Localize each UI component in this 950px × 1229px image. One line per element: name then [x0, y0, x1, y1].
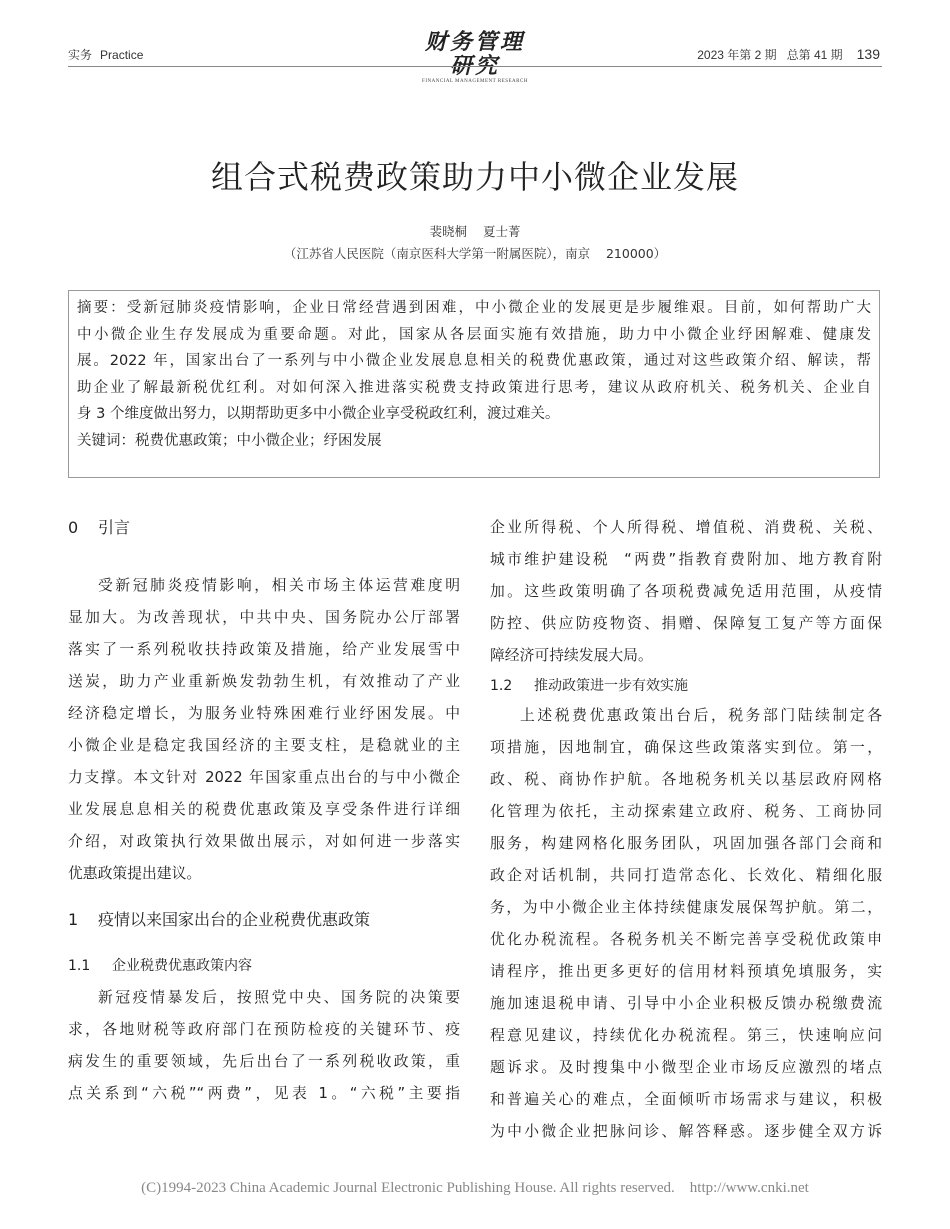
section-heading-1 — [68, 904, 460, 936]
heading-text: 推动政策进一步有效实施 — [534, 678, 688, 694]
subsection-heading-1-1 — [68, 950, 460, 982]
body-line: 介绍，对政策执行效果做出展示，对如何进一步落实 — [68, 833, 460, 850]
body-line: 化管理为依托，主动探索建立政府、税务、工商协同 — [490, 803, 882, 820]
body-line: 落实了一系列税收扶持政策及措施，给产业发展雪中 — [68, 641, 460, 658]
left-column — [68, 512, 460, 1110]
issue-info: 2023 年第 2 期 总第 41 期 — [697, 48, 843, 62]
body-line: 政企对话机制，共同打造常态化、长效化、精细化服 — [490, 867, 882, 884]
keywords: 关键词：税费优惠政策；中小微企业；纾困发展 — [77, 432, 382, 449]
paper-title: 组合式税费政策助力中小微企业发展 — [210, 158, 739, 196]
body-line: 请程序，推出更多更好的信用材料预填免填服务，实 — [490, 963, 882, 980]
body-line: 障经济可持续发展大局。 — [490, 647, 653, 664]
heading-text: 疫情以来国家出台的企业税费优惠政策 — [98, 910, 371, 929]
header-rule — [68, 66, 882, 67]
body-line: 显加大。为改善现状，中共中央、国务院办公厅部署 — [68, 609, 460, 626]
body-line: 病发生的重要领域，先后出台了一系列税收政策，重 — [68, 1053, 460, 1070]
body-line: 点关系到“六税”“两费”，见表 1。“六税”主要指 — [68, 1085, 460, 1102]
abstract-line: 摘要：受新冠肺炎疫情影响，企业日常经营遇到困难，中小微企业的发展更是步履维艰。目前，如何帮助广大 — [77, 300, 871, 316]
journal-logo-en: FINANCIAL MANAGEMENT RESEARCH — [422, 79, 528, 84]
heading-number: 0 — [68, 518, 79, 537]
body-line: 新冠疫情暴发后，按照党中央、国务院的决策要 — [98, 989, 460, 1006]
heading-text: 企业税费优惠政策内容 — [112, 958, 252, 974]
abstract-line: 助企业了解最新税优红利。对如何深入推进落实税费支持政策进行思考，建议从政府机关、税务机关、企业自 — [77, 379, 871, 396]
body-line: 企业所得税、个人所得税、增值税、消费税、关税、 — [490, 519, 882, 536]
body-line: 为中小微企业把脉问诊、解答释惑。逐步健全双方诉 — [490, 1123, 882, 1140]
right-column — [490, 512, 882, 1148]
journal-logo — [420, 29, 530, 84]
body-line: 送炭，助力产业重新焕发勃勃生机，有效推动了产业 — [68, 673, 460, 690]
body-line: 求，各地财税等政府部门在预防检疫的关键环节、疫 — [68, 1021, 460, 1038]
heading-number: 1.2 — [490, 678, 513, 694]
abstract-line: 身 3 个维度做出努力，以期帮助更多中小微企业享受税政红利，渡过难关。 — [77, 406, 560, 422]
copyright-footer: (C)1994-2023 China Academic Journal Electronic Publishing House. All rights reserved. http://www.cnki.net — [141, 1180, 809, 1196]
body-line: 优化办税流程。各税务机关不断完善享受税优政策申 — [490, 931, 882, 948]
body-line: 题诉求。及时搜集中小微型企业市场反应激烈的堵点 — [490, 1059, 882, 1076]
body-line: 业发展息息相关的税费优惠政策及享受条件进行详细 — [68, 801, 460, 818]
running-header-section — [68, 46, 143, 63]
section-heading-intro — [68, 512, 460, 544]
body-line: 务，为中小微企业主体持续健康发展保驾护航。第二， — [490, 899, 882, 916]
body-line: 城市维护建设税 “两费”指教育费附加、地方教育附 — [490, 551, 882, 568]
abstract-line: 中小微企业生存发展成为重要命题。对此，国家从各层面实施有效措施，助力中小微企业纾困解难、健康发 — [77, 326, 871, 343]
body-line: 防控、供应防疫物资、捐赠、保障复工复产等方面保 — [490, 615, 882, 632]
body-line: 程意见建议，持续优化办税流程。第三，快速响应问 — [490, 1027, 882, 1044]
authors: 裴晓桐 夏士菁 — [429, 224, 521, 239]
subsection-heading-1-2 — [490, 672, 882, 700]
journal-logo-cn: 财务管理研究 — [424, 29, 525, 79]
body-line: 优惠政策提出建议。 — [68, 865, 202, 882]
body-line: 小微企业是稳定我国经济的主要支柱，是稳就业的主 — [68, 737, 460, 754]
section-en: Practice — [100, 48, 144, 62]
abstract-box — [68, 290, 880, 478]
body-line: 项措施，因地制宜，确保这些政策落实到位。第一， — [490, 739, 882, 756]
body-line: 受新冠肺炎疫情影响，相关市场主体运营难度明 — [98, 577, 460, 594]
body-line: 和普遍关心的难点，全面倾听市场需求与建议，积极 — [490, 1091, 882, 1108]
body-line: 上述税费优惠政策出台后，税务部门陆续制定各 — [520, 707, 882, 724]
running-header-issue — [697, 46, 880, 63]
body-line: 服务，构建网格化服务团队，巩固加强各部门会商和 — [490, 835, 882, 852]
heading-text: 引言 — [98, 518, 131, 537]
body-line: 政、税、商协作护航。各地税务机关以基层政府网格 — [490, 771, 882, 788]
body-line: 施加速退税申请、引导中小企业积极反馈办税缴费流 — [490, 995, 882, 1012]
body-line: 力支撑。本文针对 2022 年国家重点出台的与中小微企 — [68, 769, 460, 786]
heading-number: 1 — [68, 910, 79, 929]
abstract-line: 展。2022 年，国家出台了一系列与中小微企业发展息息相关的税费优惠政策，通过对这些政策介绍、解读，帮 — [77, 353, 871, 369]
heading-number: 1.1 — [68, 958, 91, 974]
affiliation: （江苏省人民医院（南京医科大学第一附属医院），南京 210000） — [283, 246, 667, 261]
page-number: 139 — [856, 46, 880, 62]
body-line: 经济稳定增长，为服务业特殊困难行业纾困发展。中 — [68, 705, 460, 722]
section-cn: 实务 — [68, 48, 93, 62]
body-line: 加。这些政策明确了各项税费减免适用范围，从疫情 — [490, 583, 882, 600]
